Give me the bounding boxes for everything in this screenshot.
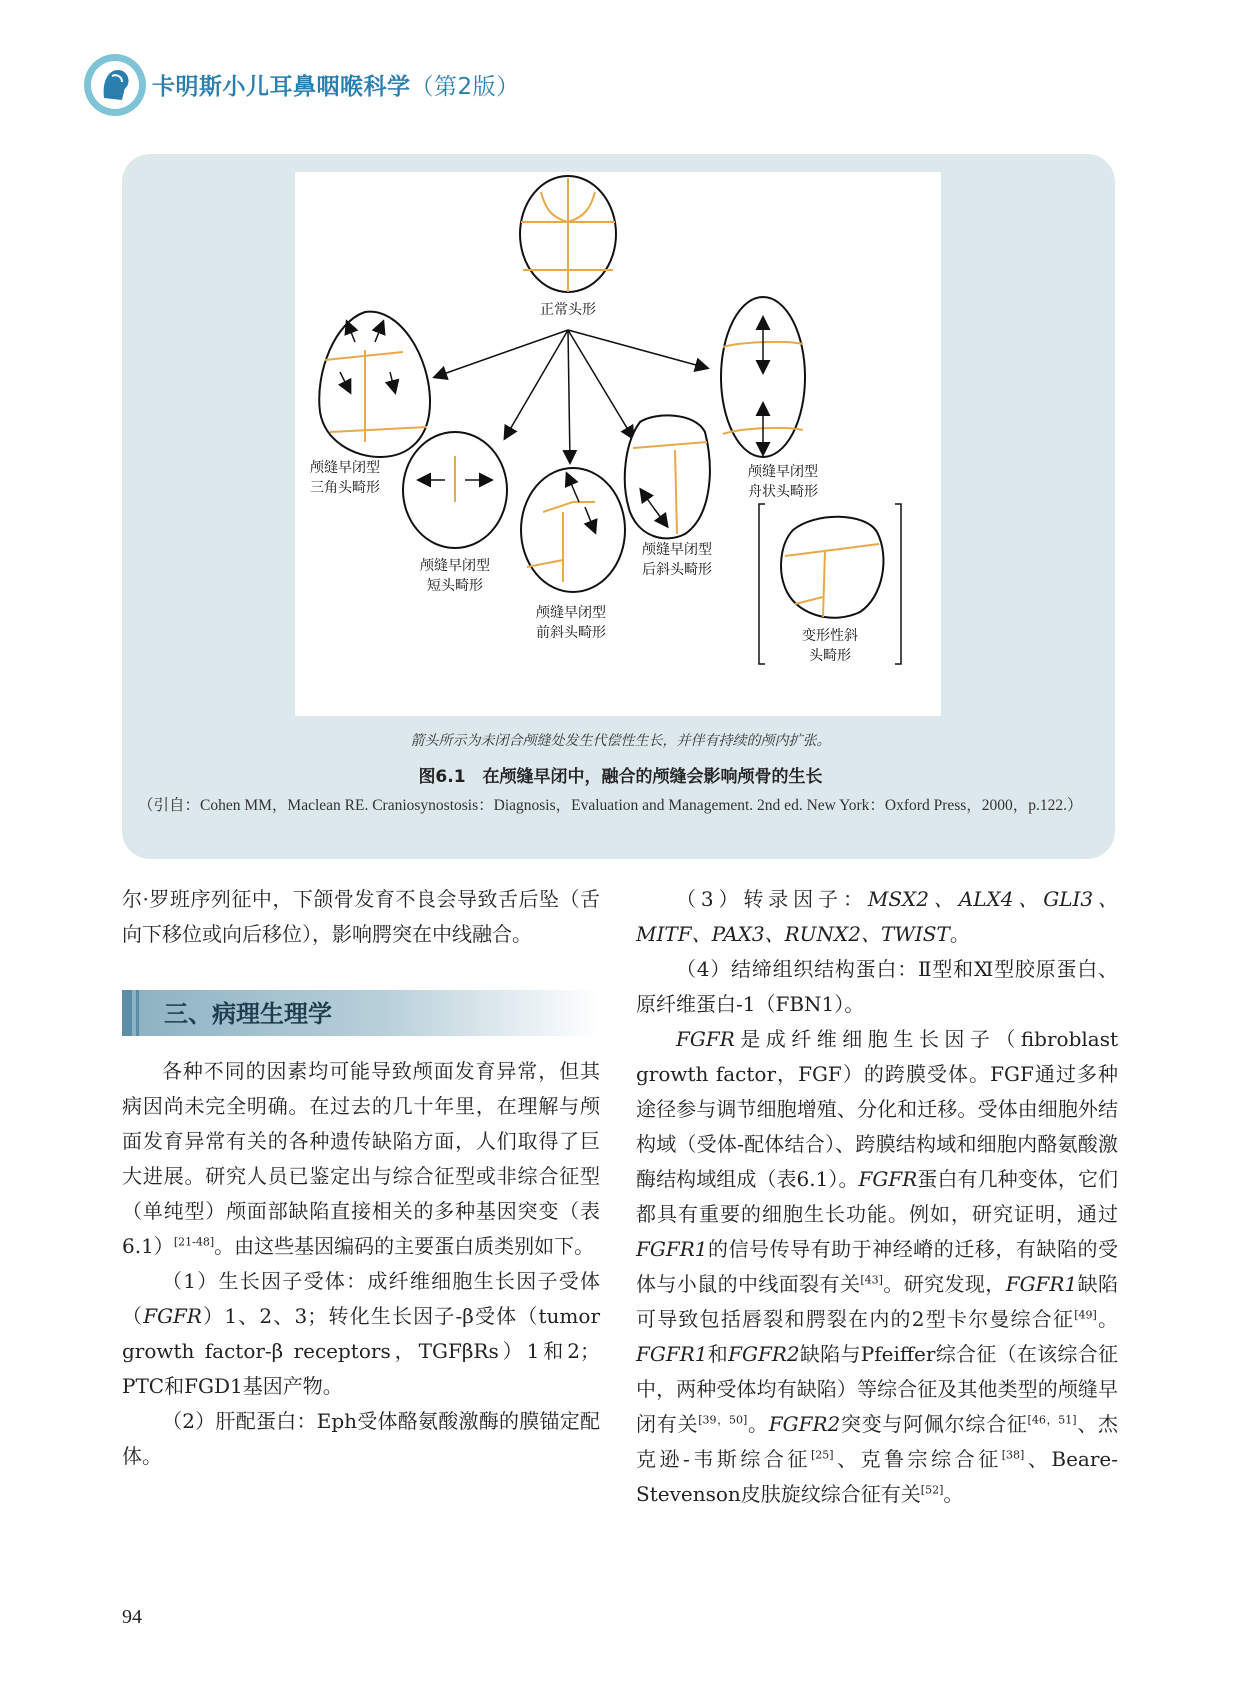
craniosynostosis-diagram xyxy=(295,172,941,716)
section-heading-stripe-thin xyxy=(136,990,139,1036)
label-trigono-1: 颅缝早闭型 xyxy=(310,460,380,476)
section-heading-stripe xyxy=(122,990,132,1036)
page-number: 94 xyxy=(122,1606,142,1628)
normal-skull xyxy=(520,176,616,292)
paragraph-fgfr: FGFR是成纤维细胞生长因子（fibroblast growth factor，FGF）的跨膜受体。FGF通过多种途径参与调节细胞增殖、分化和迁移。受体由细胞外结构域（受体-配体结合）、跨膜结构域和细胞内酪氨酸激酶结构域组成（表6.1）。FGFR蛋白有几种变体，它们都具有重要的细胞生长功能。例如，研究证明，通过FGFR1的信号传导有助于神经嵴的迁移，有缺陷的受体与小鼠的中线面裂有关[43]。研究发现，FGFR1缺陷可导致包括唇裂和腭裂在内的2型卡尔曼综合征[49]。FGFR1和FGFR2缺陷与Pfeiffer综合征（在该综合征中，两种受体均有缺陷）等综合征及其他类型的颅缝早闭有关[39，50]。FGFR2突变与阿佩尔综合征[46，51]、杰克逊-韦斯综合征[25]、克鲁宗综合征[38]、Beare-Stevenson皮肤旋纹综合征有关[52]。 xyxy=(636,1027,1119,1506)
posterior-plagiocephaly-skull xyxy=(625,415,710,538)
label-post-plagio-2: 后斜头畸形 xyxy=(642,562,712,578)
left-column xyxy=(122,882,600,1474)
section-heading xyxy=(122,990,600,1036)
anterior-plagiocephaly-skull xyxy=(521,468,625,592)
list-item-ephrin: （2）肝配蛋白：Eph受体酪氨酸激酶的膜锚定配体。 xyxy=(122,1409,600,1468)
label-scapho-1: 颅缝早闭型 xyxy=(748,464,818,480)
label-trigono-2: 三角头畸形 xyxy=(310,480,380,496)
list-item-connective: （4）结缔组织结构蛋白：Ⅱ型和Ⅺ型胶原蛋白、原纤维蛋白-1（FBN1）。 xyxy=(636,957,1118,1016)
paragraph-intro: 尔·罗班序列征中，下颌骨发育不良会导致舌后坠（舌向下移位或向后移位），影响腭突在中线融合。 xyxy=(122,887,600,946)
label-deform-1: 变形性斜 xyxy=(802,628,858,644)
figure-source: （引自：Cohen MM，Maclean RE. Craniosynostosis：Diagnosis，Evaluation and Management. 2nd ed. New York：Oxford Press，2000，p.122.） xyxy=(138,797,1083,814)
trigonocephaly-skull xyxy=(319,312,430,457)
label-deform-2: 头畸形 xyxy=(809,648,851,664)
book-logo-icon xyxy=(82,52,148,118)
section-title: 三、病理生理学 xyxy=(164,999,332,1028)
label-brachy-2: 短头畸形 xyxy=(427,578,483,594)
figure-note: 箭头所示为未闭合颅缝处发生代偿性生长，并伴有持续的颅内扩张。 xyxy=(410,733,831,749)
list-item-growth-factor: （1）生长因子受体：成纤维细胞生长因子受体（FGFR）1、2、3；转化生长因子-β受体（tumor growth factor-β receptors，TGFβRs）1和2；PTC和FGD1基因产物。 xyxy=(122,1269,601,1398)
list-item-transcription: （3）转录因子：MSX2、ALX4、GLI3、MITF、PAX3、RUNX2、TWIST。 xyxy=(636,887,1118,946)
label-brachy-1: 颅缝早闭型 xyxy=(420,558,490,574)
label-ant-plagio-2: 前斜头畸形 xyxy=(536,625,606,641)
figure-image xyxy=(295,172,941,716)
label-scapho-2: 舟状头畸形 xyxy=(748,484,818,500)
right-column xyxy=(636,882,1118,1512)
label-normal: 正常头形 xyxy=(540,302,596,318)
scaphocephaly-skull xyxy=(721,297,805,457)
label-post-plagio-1: 颅缝早闭型 xyxy=(642,542,712,558)
label-ant-plagio-1: 颅缝早闭型 xyxy=(536,605,606,621)
book-title: 卡明斯小儿耳鼻咽喉科学（第2版） xyxy=(152,74,520,100)
brachycephaly-skull xyxy=(403,432,507,548)
paragraph-pathophysiology: 各种不同的因素均可能导致颅面发育异常，但其病因尚未完全明确。在过去的几十年里，在理解与颅面发育异常有关的各种遗传缺陷方面，人们取得了巨大进展。研究人员已鉴定出与综合征型或非综合征型（单纯型）颅面部缺陷直接相关的多种基因突变（表6.1）[21-48]。由这些基因编码的主要蛋白质类别如下。 xyxy=(122,1059,600,1258)
running-header xyxy=(82,52,552,122)
figure-caption: 图6.1 在颅缝早闭中，融合的颅缝会影响颅骨的生长 xyxy=(418,767,823,787)
